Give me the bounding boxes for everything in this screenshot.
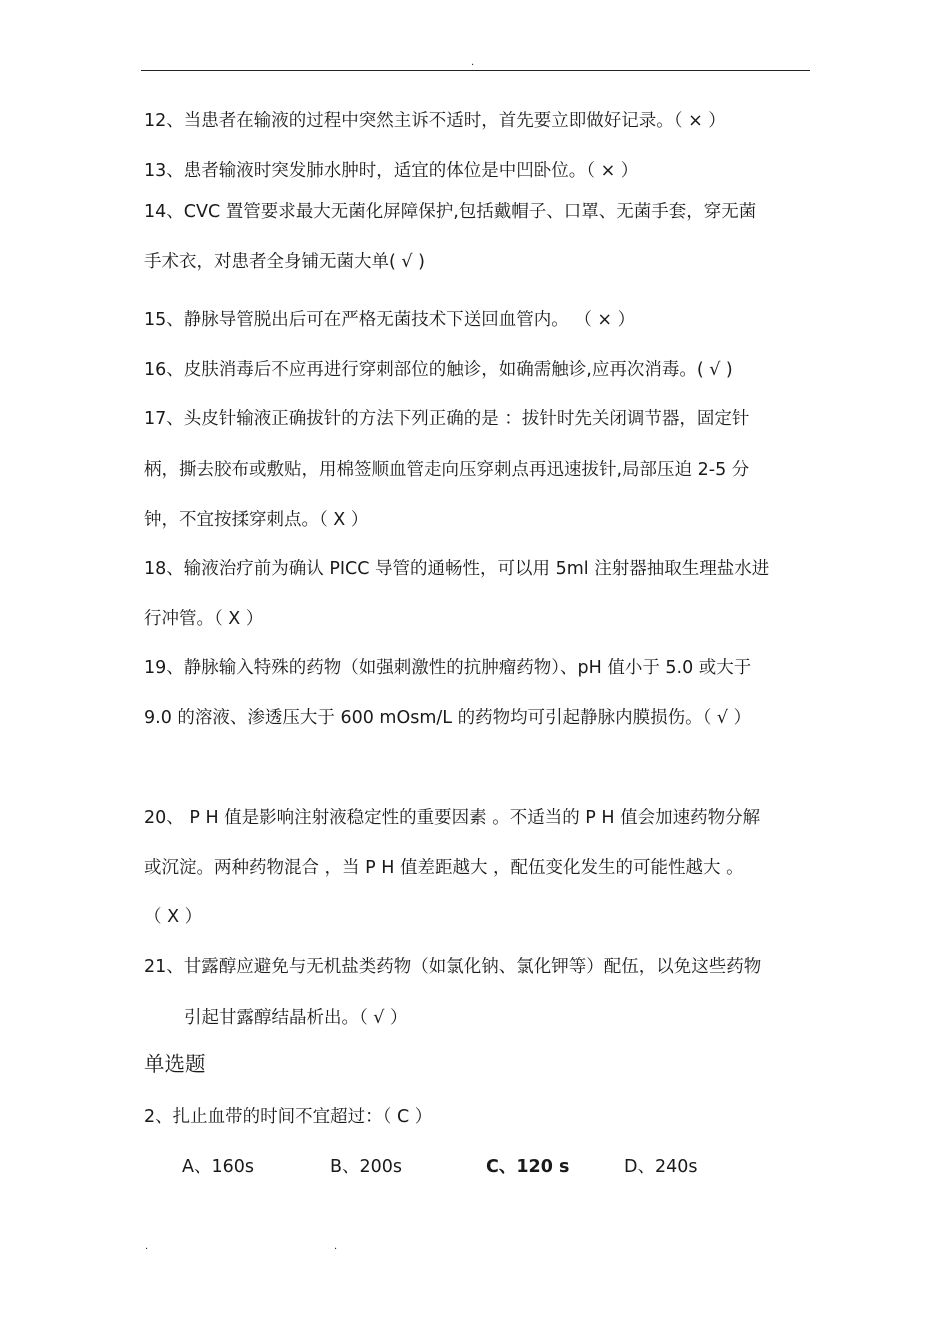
footer-mark-left: . bbox=[145, 1241, 149, 1252]
question-14-line-2: 手术衣，对患者全身铺无菌大单( √ ) bbox=[144, 252, 425, 272]
option-d: D、240s bbox=[624, 1157, 698, 1177]
header-mark: . bbox=[471, 57, 475, 68]
question-17-line-3: 钟，不宜按揉穿刺点。（ X ） bbox=[144, 510, 369, 530]
question-20-line-1: 20、 P H 值是影响注射液稳定性的重要因素 。不适当的 P H 值会加速药物分解 bbox=[144, 808, 761, 828]
question-19-line-1: 19、静脉输入特殊的药物（如强刺激性的抗肿瘤药物）、pH 值小于 5.0 或大于 bbox=[144, 658, 752, 678]
question-18-line-2: 行冲管。（ X ） bbox=[144, 609, 264, 629]
question-14-line-1: 14、CVC 置管要求最大无菌化屏障保护,包括戴帽子、口罩、无菌手套，穿无菌 bbox=[144, 202, 757, 222]
question-13: 13、患者输液时突发肺水肿时，适宜的体位是中凹卧位。（ × ） bbox=[144, 161, 639, 181]
question-19-line-2: 9.0 的溶液、渗透压大于 600 mOsm/L 的药物均可引起静脉内膜损伤。（ √ ） bbox=[144, 708, 752, 728]
footer-mark-right: . bbox=[334, 1241, 338, 1252]
header-rule bbox=[141, 70, 810, 71]
section-heading-single-choice: 单选题 bbox=[144, 1052, 206, 1076]
question-17-line-1: 17、头皮针输液正确拔针的方法下列正确的是 ：拔针时先关闭调节器，固定针 bbox=[144, 409, 750, 429]
question-21-line-1: 21、甘露醇应避免与无机盐类药物（如氯化钠、氯化钾等）配伍，以免这些药物 bbox=[144, 957, 762, 977]
question-20-line-2: 或沉淀。两种药物混合 ，当 P H 值差距越大 ，配伍变化发生的可能性越大 。 bbox=[144, 858, 744, 878]
question-21-line-2: 引起甘露醇结晶析出。（ √ ） bbox=[184, 1008, 408, 1028]
question-18-line-1: 18、输液治疗前为确认 PICC 导管的通畅性，可以用 5ml 注射器抽取生理盐水进 bbox=[144, 559, 770, 579]
option-b: B、200s bbox=[330, 1157, 403, 1177]
single-choice-question-2: 2、扎止血带的时间不宜超过：（ C ） bbox=[144, 1107, 433, 1127]
question-15: 15、静脉导管脱出后可在严格无菌技术下送回血管内。 （ × ） bbox=[144, 310, 636, 330]
question-20-line-3: （ X ） bbox=[144, 907, 203, 927]
question-17-line-2: 柄，撕去胶布或敷贴，用棉签顺血管走向压穿刺点再迅速拔针,局部压迫 2-5 分 bbox=[144, 460, 750, 480]
question-16: 16、皮肤消毒后不应再进行穿刺部位的触诊，如确需触诊,应再次消毒。( √ ) bbox=[144, 360, 733, 380]
question-12: 12、当患者在输液的过程中突然主诉不适时，首先要立即做好记录。（ × ） bbox=[144, 111, 726, 131]
option-a: A、160s bbox=[182, 1157, 254, 1177]
option-c-answer: C、120 s bbox=[486, 1157, 570, 1177]
